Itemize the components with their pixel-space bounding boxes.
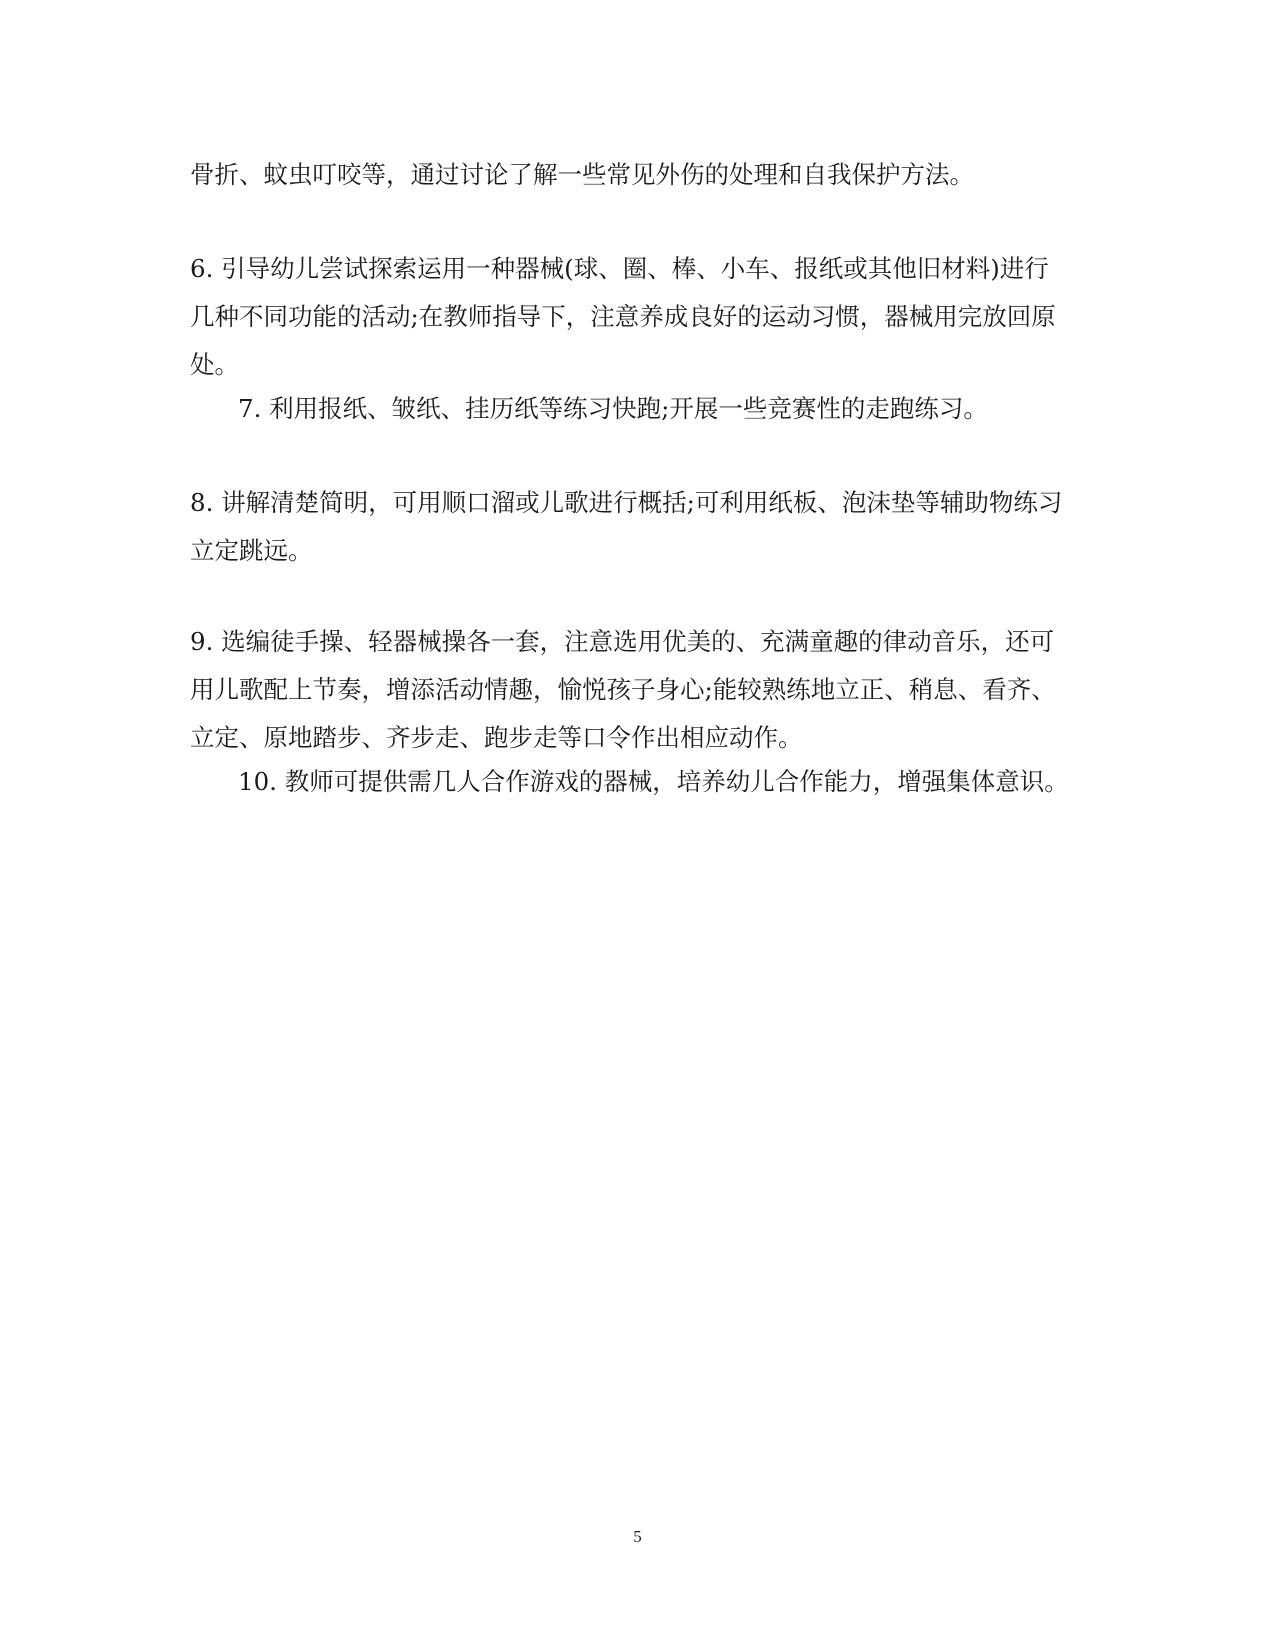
paragraph-line: 骨折、蚊虫叮咬等，通过讨论了解一些常见外伤的处理和自我保护方法。 (190, 160, 974, 189)
paragraph-line: 9. 选编徒手操、轻器械操各一套，注意选用优美的、充满童趣的律动音乐，还可 (190, 627, 1055, 656)
paragraph-item-8 (190, 479, 1090, 575)
paragraph-line: 7. 利用报纸、皱纸、挂历纸等练习快跑;开展一些竞赛性的走跑练习。 (238, 394, 988, 423)
paragraph-item-9 (190, 618, 1090, 762)
paragraph-line: 几种不同功能的活动;在教师指导下，注意养成良好的运动习惯，器械用完放回原 (190, 302, 1056, 331)
paragraph-line: 处。 (190, 350, 239, 379)
paragraph-line: 立定跳远。 (190, 536, 313, 565)
paragraph-line: 6. 引导幼儿尝试探索运用一种器械(球、圈、棒、小车、报纸或其他旧材料)进行 (190, 254, 1049, 283)
paragraph-item-6 (190, 245, 1090, 389)
paragraph-item-7 (238, 385, 1138, 433)
paragraph-line: 8. 讲解清楚简明，可用顺口溜或儿歌进行概括;可利用纸板、泡沫垫等辅助物练习 (190, 488, 1063, 517)
paragraph-line: 用儿歌配上节奏，增添活动情趣，愉悦孩子身心;能较熟练地立正、稍息、看齐、 (190, 675, 1056, 704)
page-number: 5 (633, 1527, 642, 1546)
paragraph-item-10 (238, 758, 1138, 806)
paragraph-line: 10. 教师可提供需几人合作游戏的器械，培养幼儿合作能力，增强集体意识。 (238, 767, 1069, 796)
paragraph-fracture (190, 151, 1090, 199)
paragraph-line: 立定、原地踏步、齐步走、跑步走等口令作出相应动作。 (190, 723, 803, 752)
